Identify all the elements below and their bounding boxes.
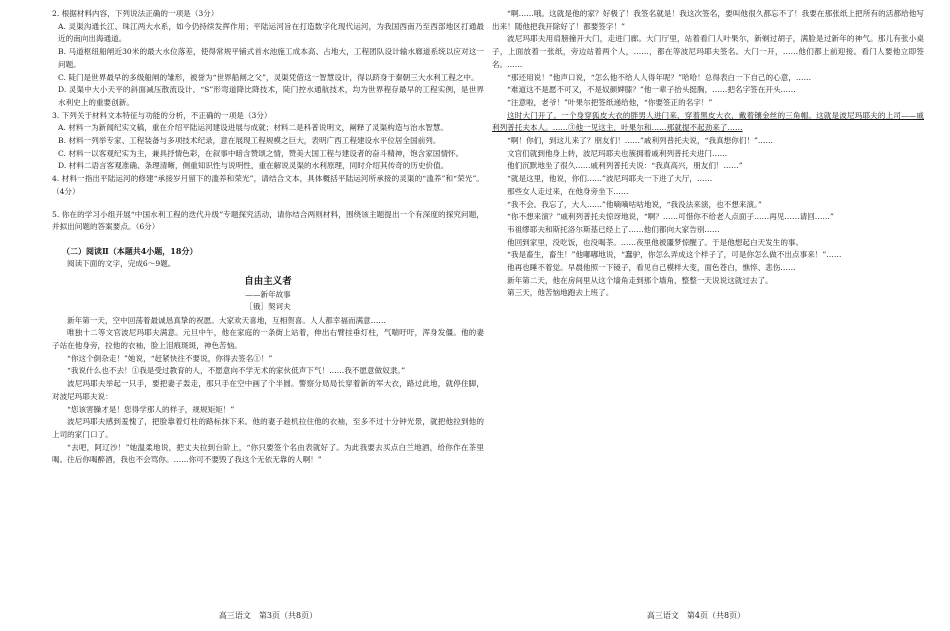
story-paragraph: “啊……哦。这就是他的家？好极了！我签名就是！我这次签名，要叫他很久都忘不了！我要在那张纸上把所有的活都给他写出来！随他把我开除好了！都要签字！” xyxy=(492,9,924,31)
page-footer-left: 高三语文 第3页（共8页） xyxy=(218,611,318,620)
story-paragraph: “注意啦，老爷！”叶果尔把签纸递给他，“你要签正的名字！” xyxy=(507,97,713,107)
story-paragraph: “你这个倒杂走！”她说，“赶紧快往不要说，你得去签名①！” xyxy=(67,353,273,363)
question-2-option-d: D. 灵渠中大小天平的斜面减压散流设计、“S”形弯道降比降技术，陡门控水通航技术，均为世界程存最早的工程实例，是世界水利史上的重要创新。 xyxy=(58,85,484,107)
question-3-option-a: A. 材料一为新闻纪实文稿，重在介绍平陆运河建设进展与成就；材料二是科普说明文，阐释了灵渠构造与治水智慧。 xyxy=(58,123,448,133)
question-3-option-d: D. 材料二语言客观准确、条理清晰，侧重知识性与说明性，重在解说灵渠的水利原理，同时介绍其传奇的历史价值。 xyxy=(58,161,449,171)
story-paragraph: 第三天，他苦恼地跑去上班了。 xyxy=(507,288,614,298)
story-paragraph: 文官们就到他身上转，波尼玛耶夫也簇拥着戚利列普托夫进门…… xyxy=(507,148,728,158)
question-2-option-c: C. 陡门是世界最早的多级船闸的雏形，被誉为“世界船闸之父”，灵渠凭借这一智慧设计，得以跻身于秦朝三大水利工程之中。 xyxy=(58,72,479,82)
story-paragraph: “我不会。我忘了，大人……”他嘀嘀咕咕地说，“我没法来演，也不想来演。” xyxy=(507,199,762,209)
question-2-option-b: B. 马道枢纽船闸近30米的最大水位落差，使得常规平铺式首水池施工成本高、占地大，工程团队设计输水廊道系统以应对这一问题。 xyxy=(58,47,484,69)
story-paragraph: 波尼玛耶夫用肩膀撞开大门，走进门廊。大门厅里，站着看门人叶果尔，新剃过胡子，满脸是过新年的神气。那儿有张小桌子，上面放着一张纸，旁边站着两个人，……，都在等波尼玛耶夫签名。大门一开，……他们都上前迎接。看门人要他立即签名。…… xyxy=(492,34,924,69)
story-paragraph: 他回到家里，没吃饭，也没喝茶。……夜里他被噩梦惊醒了。于是他想起白天发生的事。 xyxy=(507,237,804,247)
question-5: 5. 你在的学习小组开展“中国水利工程的迭代升级”专题探究活动，请你结合两则材料，围绕该主题提出一个有深度的探究问题，并拟出问题的答案要点。（6分） xyxy=(52,209,484,232)
story-subtitle: ——新年故事 xyxy=(245,289,291,299)
answer-space xyxy=(52,234,484,244)
story-paragraph: “您该害臊才是！您得学那人的样子，规规矩矩！” xyxy=(67,404,235,414)
right-page-column xyxy=(492,8,924,300)
story-paragraph: “那还用说！”他声口说，“怎么他不给人人得年呢？”哈哈！总得表白一下自己的心意，…… xyxy=(507,72,812,82)
story-author: ［俄］契诃夫 xyxy=(245,301,291,311)
story-paragraph-underlined: 这时大门开了。一个身穿狐皮大衣的胖男人进门来，穿着黑皮大衣，戴着镶金丝的三角帽。这就是波尼玛耶夫的上司——戚利列普托夫本人。……③他一见这主，叶果尔和……那就提不起劲来了…… xyxy=(492,110,924,133)
story-paragraph: 他再也睡不着觉。早晨他照一下镜子，看见自己模样大变，面色苍白，憔悴、悲伤…… xyxy=(507,263,796,273)
page-footer-right: 高三语文 第4页（共8页） xyxy=(646,611,746,620)
story-paragraph: 新年第一天，空中回荡着最诚恳真挚的祝愿。大家欢天喜地，互相贺喜。人人都幸福而满意…… xyxy=(67,315,386,325)
story-paragraph: 新年第二天，他在房间里从这个墙角走到那个墙角，整整一天说说这就过去了。 xyxy=(507,275,773,285)
answer-space xyxy=(52,199,484,209)
question-3-option-b: B. 材料一列举专家、工程装备与多项技术纪录，意在展现工程规模之巨大，表明广西工程建设水平位居全国前列。 xyxy=(58,136,441,146)
story-paragraph: “去吧，阿辽沙！”她温柔地说，把丈夫拉到台阶上，“你只要签个名由表就好了。为此我要去买点白兰地酒，给你作在茶里喝。往后你喝醉酒，我也不会骂你。……你可不要毁了我这个无依无靠的人啊！” xyxy=(52,442,484,465)
reading-instruction: 阅读下面的文字，完成6～9题。 xyxy=(67,258,176,268)
story-paragraph: “就是这里，他说，你们……”波尼玛耶夫一下进了大厅，…… xyxy=(507,174,713,184)
story-paragraph: “我说什么也不去！①我是受过教育的人，不愿意向不学无术的家伙低声下气！……我不愿意做奴隶。” xyxy=(67,366,406,376)
question-3-option-c: C. 材料一以客观纪实为主，兼具抒情色彩，在叙事中暗含赞颂之情，赞美大国工程与建设者的奋斗精神，饱含家国情怀。 xyxy=(58,148,464,158)
story-paragraph: 唯独十二等文官波尼玛耶夫满意。元旦中午，他在家庭的一条街上站着，伸出右臂挂垂灯柱，气喘吁吁，浑身发僵。他的妻子站在他身旁，拉他的衣袖，脸上泪痕斑斑，神色苦恼。 xyxy=(52,328,484,351)
story-title: 自由主义者 xyxy=(244,275,292,287)
story-paragraph: 那些女人走过来，在他身旁坐下…… xyxy=(507,186,629,196)
story-paragraph: 韦祖缪耶夫和斯托洛尔斯基已经上了……他们都向大家告别…… xyxy=(507,224,720,234)
left-page-column xyxy=(52,8,484,467)
question-4: 4. 材料一指出平陆运河的修建“承接岁月留下的滥养和荣光”，请结合文本，具体概括平陆运河所承接的灵渠的“滥养”和“荣光”。（4分） xyxy=(52,174,484,196)
question-2-option-a: A. 灵渠沟通长江、珠江两大水系，如今仍持续发挥作用；平陆运河旨在打造数字化现代运河，为我国西南乃至西部地区打通最近的南向出海通道。 xyxy=(58,21,484,44)
story-paragraph: 波尼玛耶夫感到羞愧了，把脸靠着灯柱的路标抹下来。他的妻子趁机拉住他的衣袖，至多不过十分钟光景，就把他拉到他的上司的家门口了。 xyxy=(52,417,484,439)
story-paragraph: 波尼玛耶夫举起一只手，要把妻子轰走，那只手在空中画了个半圆。警察分局局长穿着新的军大衣，路过此地，就停住脚，对波尼玛耶夫说： xyxy=(52,379,484,401)
story-paragraph: “我是畜生，畜生！”他嘟嘟地说，“蠢驴，你怎么弄成这个样子了，可是你怎么做不出点事来！”…… xyxy=(507,250,842,260)
question-2-stem: 2. 根据材料内容，下列说法正确的一项是（3分） xyxy=(52,9,219,18)
story-paragraph: “难道这不是愿不可又，不是奴颜婢膝？”他一辈子抬头挺胸，……把名字签在开头…… xyxy=(507,85,796,95)
section-heading: （二）阅读Ⅱ（本题共4小题，18分） xyxy=(62,245,198,256)
story-paragraph: “你不想来演？”戚利列普托夫惊讶地说，“啊？……可惜你不给老人点面子……再见……请回……” xyxy=(507,212,834,222)
story-paragraph: 他们沉默地坐了很久……戚利列普托夫说：“我真高兴，朋友们！……” xyxy=(507,161,743,171)
question-3-stem: 3. 下列关于材料文本特征与功能的分析，不正确的一项是（3分） xyxy=(52,110,272,120)
story-paragraph: “啊！你们，到这儿来了？朋友们！……”戚利列普托夫说，“我真想你们！”…… xyxy=(507,136,774,146)
